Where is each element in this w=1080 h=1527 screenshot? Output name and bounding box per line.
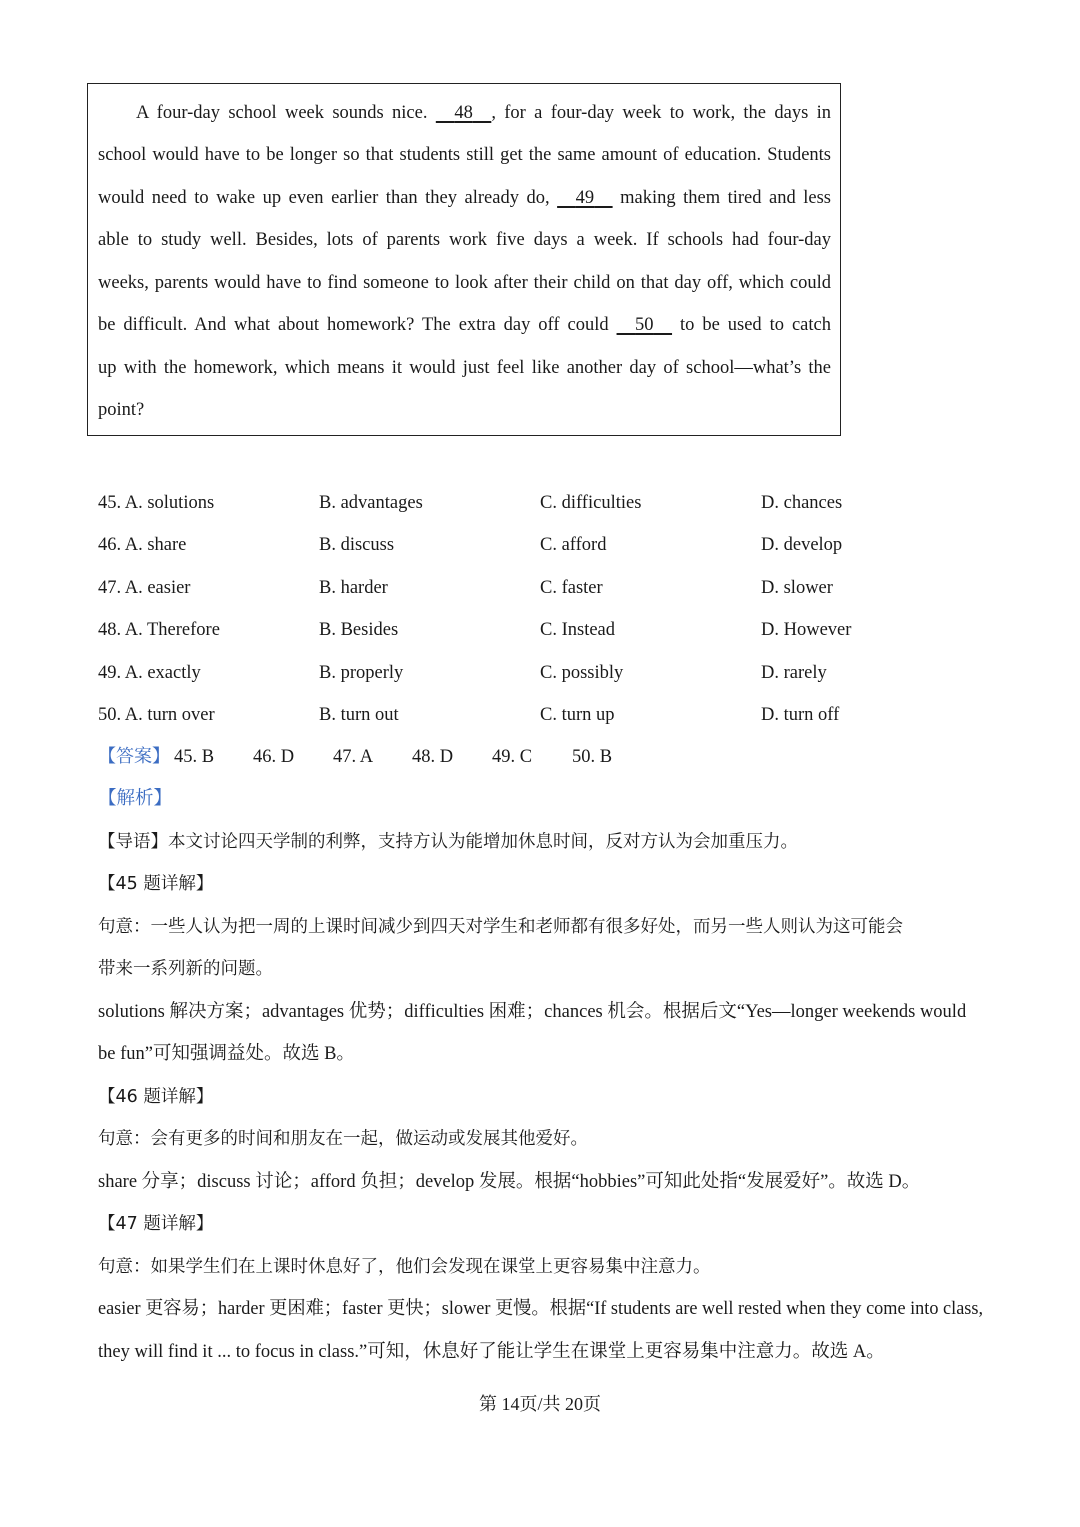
option-47-b: B. harder xyxy=(319,578,388,598)
answer-label: 【答案】 xyxy=(98,746,170,767)
answer-45: 45. B xyxy=(174,747,215,767)
option-49-b: B. properly xyxy=(319,663,404,683)
analysis-45-line-1: solutions 解决方案；advantages 优势；difficulties 困难；chances 机会。根据后文“Yes—longer weekends would xyxy=(98,1002,967,1022)
blank-49: 49 xyxy=(575,188,595,208)
answer-49: 49. C xyxy=(492,747,533,767)
passage-line-3: would need to wake up even earlier than they already do, 49 making them tired and less xyxy=(98,188,831,208)
option-45-c: C. difficulties xyxy=(540,493,642,513)
option-50-d: D. turn off xyxy=(761,705,840,725)
option-49-d: D. rarely xyxy=(761,663,827,683)
blank-48: 48 xyxy=(454,103,473,123)
option-48-a: 48. A. Therefore xyxy=(98,620,220,640)
analysis-47-line-2: they will find it ... to focus in class.”可知，休息好了能让学生在课堂上更容易集中注意力。故选 A。 xyxy=(98,1342,885,1362)
sentence-45-line-1: 句意：一些人认为把一周的上课时间减少到四天对学生和老师都有很多好处，而另一些人则认为这可能会 xyxy=(98,917,903,937)
option-47-c: C. faster xyxy=(540,578,603,598)
passage-box xyxy=(87,83,841,436)
answer-50: 50. B xyxy=(572,747,613,767)
option-47-a: 47. A. easier xyxy=(98,578,191,598)
option-47-d: D. slower xyxy=(761,578,833,598)
page-number: 第 14页/共 20页 xyxy=(478,1394,601,1414)
option-50-a: 50. A. turn over xyxy=(98,705,215,725)
option-46-d: D. develop xyxy=(761,535,843,555)
answer-47: 47. A xyxy=(333,747,374,767)
option-48-c: C. Instead xyxy=(540,620,616,640)
passage-line-2: school would have to be longer so that students still get the same amount of education. Students xyxy=(98,145,831,165)
passage-line-5: weeks, parents would have to find someone to look after their child on that day off, which could xyxy=(98,273,831,293)
guide-text: 【导语】本文讨论四天学制的利弊，支持方认为能增加休息时间，反对方认为会加重压力。 xyxy=(98,832,798,852)
answer-48: 48. D xyxy=(412,747,454,767)
option-46-b: B. discuss xyxy=(319,535,395,555)
option-45-a: 45. A. solutions xyxy=(98,493,215,513)
passage-line-1: A four-day school week sounds nice. 48 , for a four-day week to work, the days in xyxy=(136,103,831,123)
option-50-b: B. turn out xyxy=(319,705,399,725)
passage-line-7: up with the homework, which means it would just feel like another day of school—what’s the xyxy=(98,358,831,378)
option-45-d: D. chances xyxy=(761,493,843,513)
passage-line-4: able to study well. Besides, lots of parents work five days a week. If schools had four-day xyxy=(98,230,831,250)
option-49-a: 49. A. exactly xyxy=(98,663,201,683)
sentence-47: 句意：如果学生们在上课时休息好了，他们会发现在课堂上更容易集中注意力。 xyxy=(98,1257,711,1277)
option-45-b: B. advantages xyxy=(319,493,423,513)
option-50-c: C. turn up xyxy=(540,705,615,725)
option-48-b: B. Besides xyxy=(319,620,399,640)
heading-46: 【46 题详解】 xyxy=(98,1087,214,1107)
option-46-a: 46. A. share xyxy=(98,535,187,555)
option-48-d: D. However xyxy=(761,620,852,640)
sentence-46: 句意：会有更多的时间和朋友在一起，做运动或发展其他爱好。 xyxy=(98,1129,588,1149)
heading-47: 【47 题详解】 xyxy=(98,1214,214,1234)
analysis-45-line-2: be fun”可知强调益处。故选 B。 xyxy=(98,1044,355,1064)
analysis-47-line-1: easier 更容易；harder 更困难；faster 更快；slower 更慢。根据“If students are well rested when they come into class, xyxy=(98,1299,984,1319)
analysis-46: share 分享；discuss 讨论；afford 负担；develop 发展。根据“hobbies”可知此处指“发展爱好”。故选 D。 xyxy=(98,1172,921,1192)
heading-45: 【45 题详解】 xyxy=(98,874,214,894)
passage-line-8: point? xyxy=(98,400,145,420)
blank-50: 50 xyxy=(635,315,654,335)
sentence-45-line-2: 带来一系列新的问题。 xyxy=(98,959,273,979)
passage-line-6: be difficult. And what about homework? The extra day off could 50 to be used to catch xyxy=(98,315,831,335)
analysis-label: 【解析】 xyxy=(98,788,173,809)
option-49-c: C. possibly xyxy=(540,663,624,683)
option-46-c: C. afford xyxy=(540,535,607,555)
answer-46: 46. D xyxy=(253,747,295,767)
